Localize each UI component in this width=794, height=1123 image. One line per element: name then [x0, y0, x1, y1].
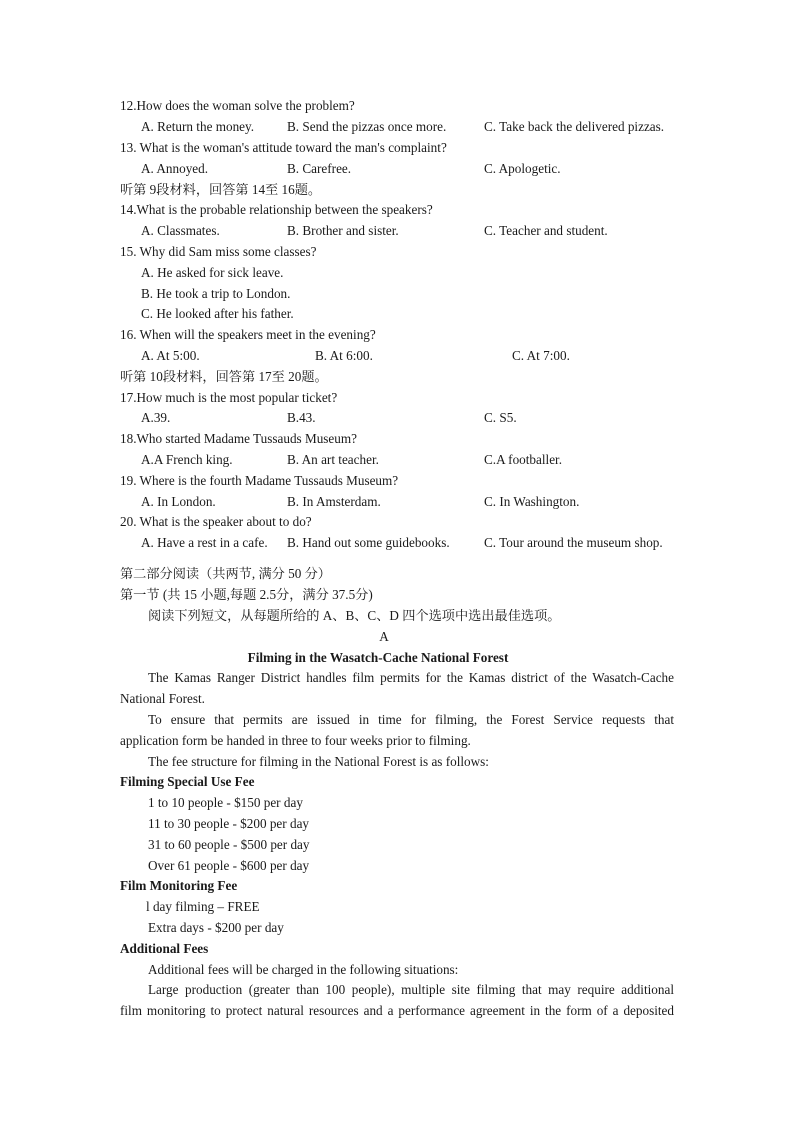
fee-item: 1 to 10 people - $150 per day — [148, 795, 303, 810]
monitoring-fee-heading: Film Monitoring Fee — [120, 878, 238, 893]
question-17: 17.How much is the most popular ticket? — [120, 390, 338, 405]
question-20: 20. What is the speaker about to do? — [120, 514, 312, 529]
paragraph-1-line-1: The Kamas Ranger District handles film permits for the Kamas district of the Wasatch-Cache — [148, 670, 674, 685]
q20-option-b: B. Hand out some guidebooks. — [287, 535, 450, 550]
passage-letter: A — [379, 629, 389, 644]
additional-fees-heading: Additional Fees — [120, 941, 209, 956]
q14-option-b: B. Brother and sister. — [287, 223, 399, 238]
q13-option-b: B. Carefree. — [287, 161, 352, 176]
q19-option-a: A. In London. — [141, 494, 216, 509]
monitor-item: l day filming – FREE — [146, 899, 260, 914]
passage-title: Filming in the Wasatch-Cache National Forest — [247, 650, 509, 665]
question-12: 12.How does the woman solve the problem? — [120, 98, 355, 113]
q12-option-a: A. Return the money. — [141, 119, 255, 134]
q14-option-a: A. Classmates. — [141, 223, 220, 238]
question-18: 18.Who started Madame Tussauds Museum? — [120, 431, 357, 446]
paragraph-5-line-2: film monitoring to protect natural resources and a performance agreement in the form of a deposited — [120, 1003, 674, 1018]
paragraph-2-line-1: To ensure that permits are issued in time for filming, the Forest Service requests that — [148, 712, 674, 727]
q13-option-a: A. Annoyed. — [141, 161, 209, 176]
fee-item: Over 61 people - $600 per day — [148, 858, 310, 873]
paragraph-3: The fee structure for filming in the National Forest is as follows: — [148, 754, 489, 769]
q16-option-b: B. At 6:00. — [315, 348, 373, 363]
part-2-heading: 第二部分阅读（共两节, 满分 50 分） — [120, 566, 331, 581]
q19-option-c: C. In Washington. — [484, 494, 580, 509]
section-1-heading: 第一节 (共 15 小题,每题 2.5分，满分 37.5分) — [120, 587, 373, 602]
section-9-instruction: 听第 9段材料，回答第 14至 16题。 — [120, 182, 322, 197]
reading-instruction: 阅读下列短文，从每题所给的 A、B、C、D 四个选项中选出最佳选项。 — [148, 608, 561, 623]
q20-option-a: A. Have a rest in a cafe. — [141, 535, 268, 550]
q13-option-c: C. Apologetic. — [484, 161, 561, 176]
q17-option-a: A.39. — [141, 410, 171, 425]
q15-option-b: B. He took a trip to London. — [141, 286, 291, 301]
q18-option-a: A.A French king. — [141, 452, 233, 467]
paragraph-2-line-2: application form be handed in three to four weeks prior to filming. — [120, 733, 471, 748]
q15-option-c: C. He looked after his father. — [141, 306, 294, 321]
paragraph-4: Additional fees will be charged in the following situations: — [148, 962, 459, 977]
q12-option-c: C. Take back the delivered pizzas. — [484, 119, 665, 134]
q14-option-c: C. Teacher and student. — [484, 223, 608, 238]
special-use-fee-heading: Filming Special Use Fee — [120, 774, 255, 789]
question-19: 19. Where is the fourth Madame Tussauds Museum? — [120, 473, 399, 488]
q19-option-b: B. In Amsterdam. — [287, 494, 381, 509]
q18-option-c: C.A footballer. — [484, 452, 563, 467]
q17-option-b: B.43. — [287, 410, 316, 425]
fee-item: 11 to 30 people - $200 per day — [148, 816, 310, 831]
monitor-item: Extra days - $200 per day — [148, 920, 284, 935]
q12-option-b: B. Send the pizzas once more. — [287, 119, 447, 134]
q20-option-c: C. Tour around the museum shop. — [484, 535, 663, 550]
section-10-instruction: 听第 10段材料，回答第 17至 20题。 — [120, 369, 328, 384]
q16-option-a: A. At 5:00. — [141, 348, 200, 363]
question-14: 14.What is the probable relationship between the speakers? — [120, 202, 433, 217]
question-13: 13. What is the woman's attitude toward the man's complaint? — [120, 140, 447, 155]
q16-option-c: C. At 7:00. — [512, 348, 570, 363]
q18-option-b: B. An art teacher. — [287, 452, 379, 467]
paragraph-5-line-1: Large production (greater than 100 people), multiple site filming that may require additional — [148, 982, 674, 997]
q15-option-a: A. He asked for sick leave. — [141, 265, 284, 280]
q17-option-c: C. S5. — [484, 410, 517, 425]
paragraph-1-line-2: National Forest. — [120, 691, 205, 706]
question-15: 15. Why did Sam miss some classes? — [120, 244, 317, 259]
fee-item: 31 to 60 people - $500 per day — [148, 837, 310, 852]
question-16: 16. When will the speakers meet in the evening? — [120, 327, 376, 342]
